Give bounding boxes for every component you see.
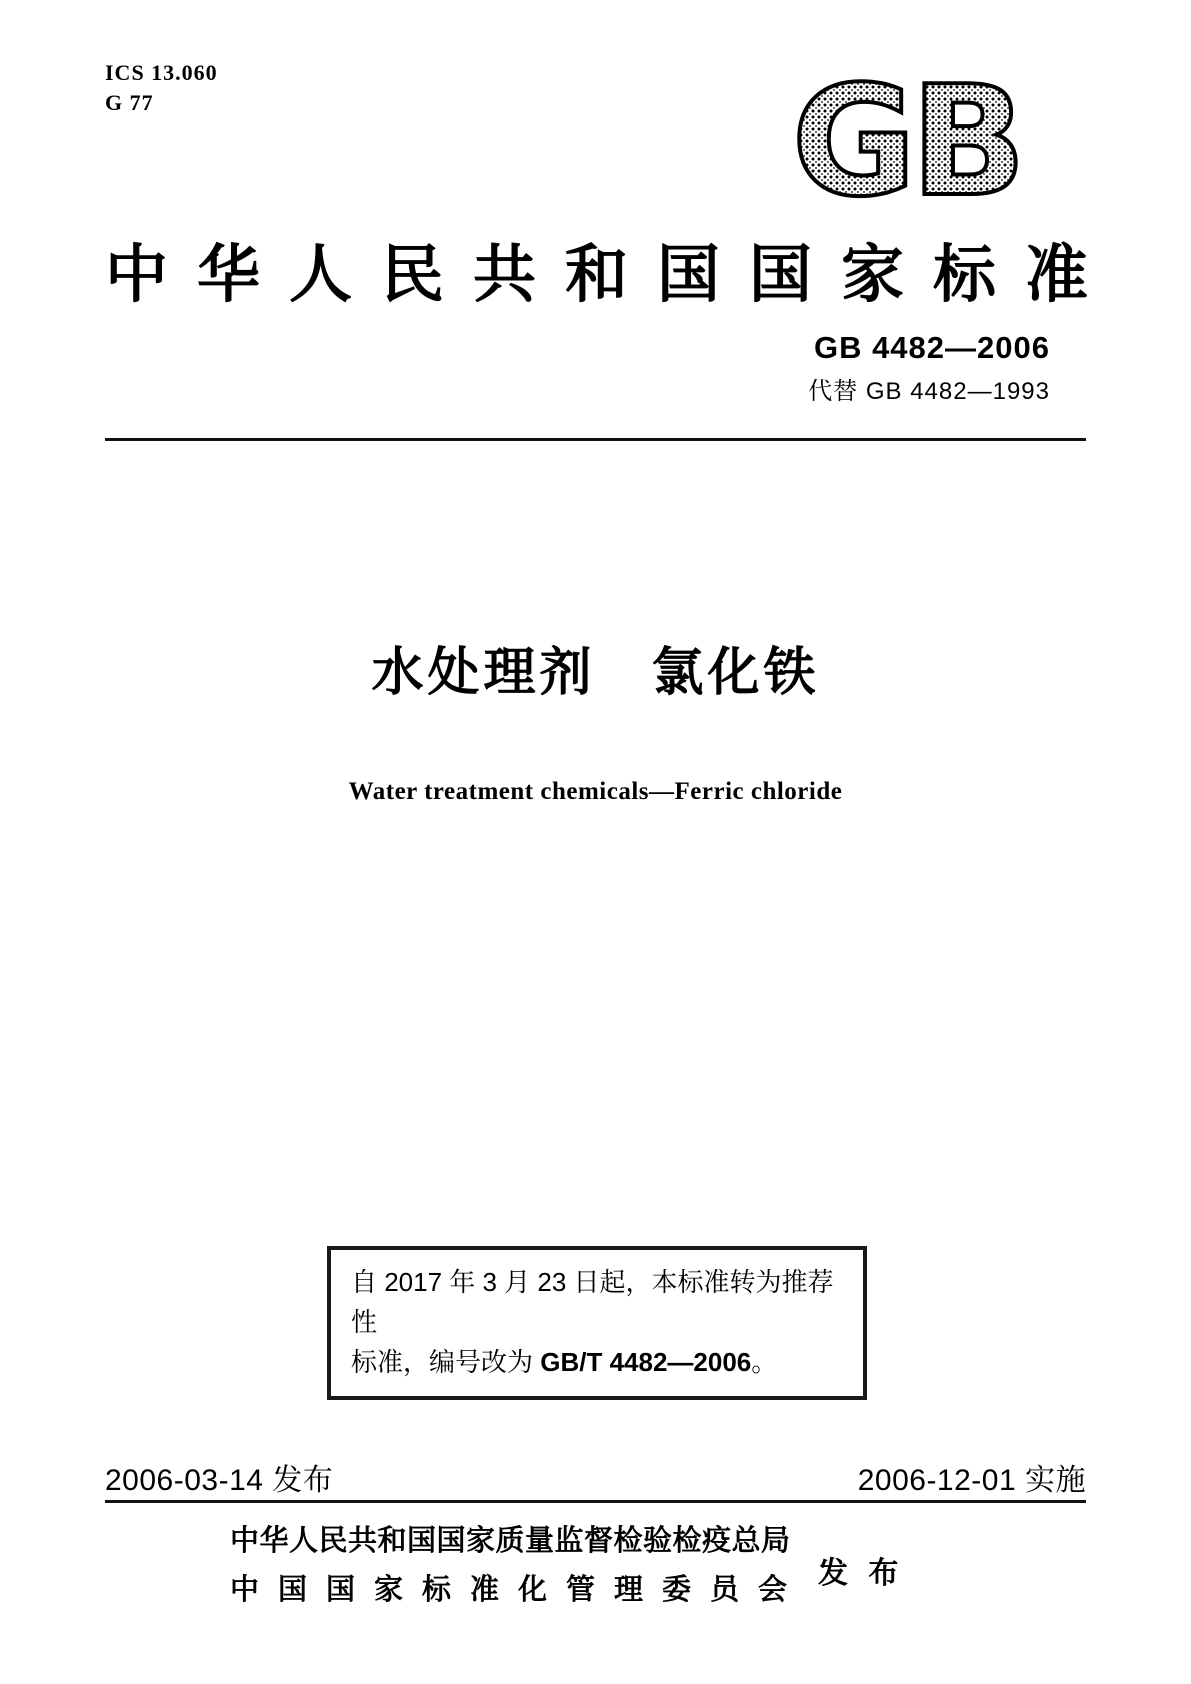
issuer-sac: 中国国家标准化管理委员会 <box>230 1574 807 1606</box>
issue-date: 2006-03-14 发布 <box>105 1464 334 1497</box>
header-divider <box>105 438 1086 441</box>
ics-classification <box>105 58 218 118</box>
standard-number-block <box>808 330 1050 406</box>
notice-line-2-suffix: 。 <box>751 1347 778 1377</box>
document-title-en: Water treatment chemicals—Ferric chloride <box>348 778 843 805</box>
superseded-standard: 代替 GB 4482—1993 <box>808 378 1050 405</box>
gb-logo-text: GB <box>791 66 1021 214</box>
notice-line-1: 自 2017 年 3 月 23 日起，本标准转为推荐性 <box>351 1267 834 1337</box>
issuer-aqsiq: 中华人民共和国国家质量监督检验检疫总局 <box>230 1525 791 1557</box>
issuer-block <box>230 1518 807 1608</box>
recommendation-notice-box <box>327 1246 867 1400</box>
national-standard-heading: 中华人民共和国国家标准 <box>105 240 1117 310</box>
implementation-date: 2006-12-01 实施 <box>857 1464 1086 1497</box>
document-title-zh: 水处理剂 氯化铁 <box>371 644 820 702</box>
notice-line-2 <box>351 1342 843 1382</box>
gb-logo <box>768 66 1044 214</box>
footer-divider <box>105 1500 1086 1503</box>
standard-number: GB 4482—2006 <box>813 330 1050 365</box>
release-label: 发 布 <box>818 1557 899 1590</box>
ics-code: ICS 13.060 <box>105 60 218 85</box>
g-code: G 77 <box>105 90 154 115</box>
notice-new-number: GB/T 4482—2006 <box>540 1347 752 1377</box>
dates-row <box>105 1455 1086 1499</box>
notice-line-2-prefix: 标准，编号改为 <box>351 1347 541 1377</box>
